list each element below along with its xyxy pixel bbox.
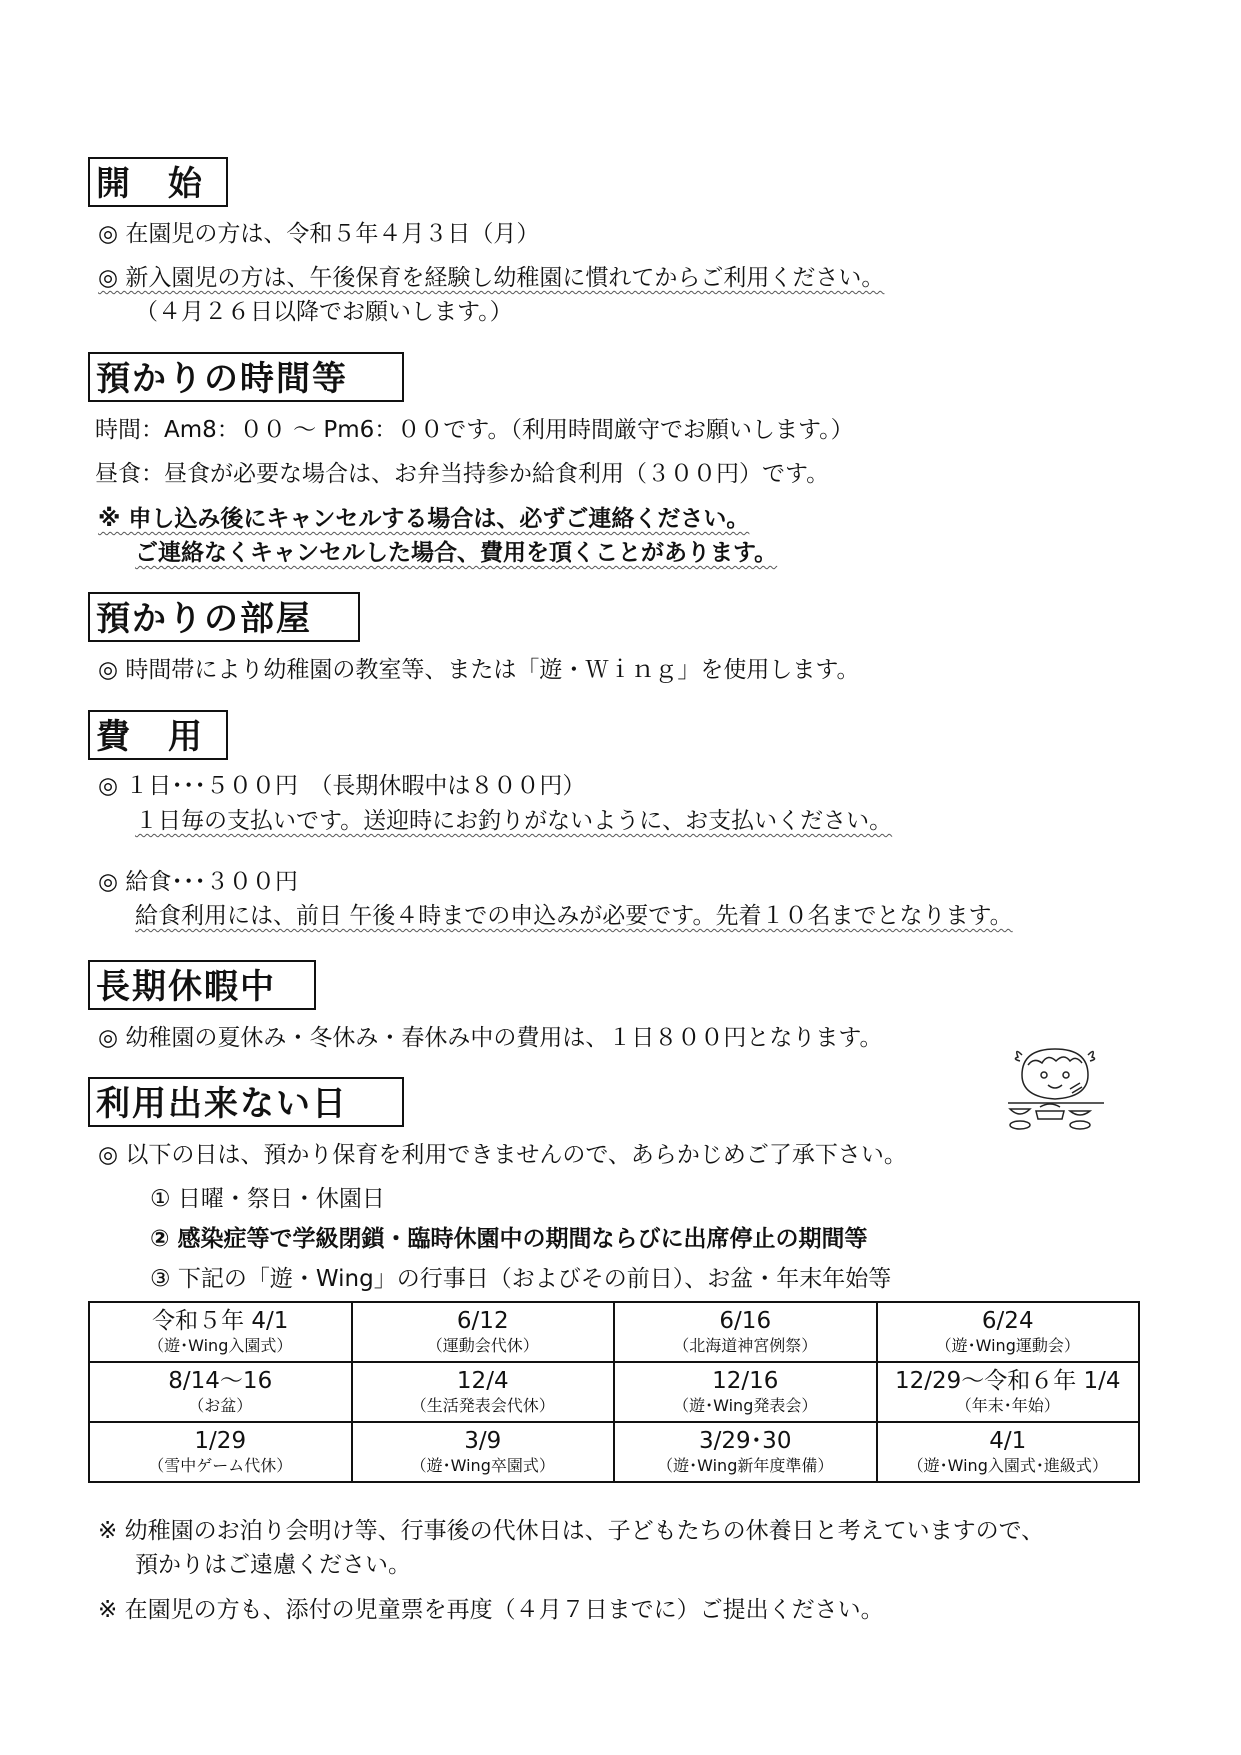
table-cell	[614, 1302, 877, 1362]
heading-cost: 費 用	[88, 710, 228, 760]
footer-note-1a: ※ 幼稚園のお泊り会明け等、行事後の代休日は、子どもたちの休養日と考えていますので、	[98, 1518, 1045, 1544]
closed-item-3: ③ 下記の「遊・Wing」の行事日（およびその前日）、お盆・年末年始等	[150, 1266, 892, 1292]
closed-line-1: ◎ 以下の日は、預かり保育を利用できませんので、あらかじめご了承下さい。	[98, 1142, 907, 1168]
cell-note: （運動会代休）	[426, 1336, 539, 1355]
table-cell	[877, 1362, 1140, 1422]
hours-note-1: ※ 申し込み後にキャンセルする場合は、必ずご連絡ください。	[98, 506, 750, 532]
table-cell	[877, 1422, 1140, 1482]
footer-note-1b: 預かりはご遠慮ください。	[135, 1552, 411, 1578]
cell-date: 令和５年 4/1	[152, 1308, 289, 1334]
table-cell	[614, 1362, 877, 1422]
closed-item-2: ② 感染症等で学級閉鎖・臨時休園中の期間ならびに出席停止の期間等	[150, 1226, 868, 1252]
cell-date: 3/29･30	[699, 1428, 792, 1454]
cell-date: 12/4	[456, 1368, 509, 1394]
heading-hours: 預かりの時間等	[88, 352, 404, 402]
cell-date: 1/29	[194, 1428, 247, 1454]
cell-note: （北海道神宮例祭）	[673, 1336, 818, 1355]
cell-note: （遊･Wing発表会）	[673, 1396, 818, 1415]
table-cell	[89, 1422, 352, 1482]
table-cell	[89, 1362, 352, 1422]
table-cell	[877, 1302, 1140, 1362]
cell-date: 4/1	[989, 1428, 1027, 1454]
table-row	[89, 1302, 1139, 1362]
vacation-line-1: ◎ 幼稚園の夏休み・冬休み・春休み中の費用は、１日８００円となります。	[98, 1025, 883, 1051]
heading-start: 開 始	[88, 157, 228, 207]
hours-note-2: ご連絡なくキャンセルした場合、費用を頂くことがあります。	[135, 540, 778, 566]
table-row	[89, 1422, 1139, 1482]
hours-lunch: 昼食：昼食が必要な場合は、お弁当持参か給食利用（３００円）です。	[95, 461, 830, 487]
cost-line-1: ◎ １日･･･５００円 （長期休暇中は８００円）	[98, 773, 586, 799]
room-line-1: ◎ 時間帯により幼稚園の教室等、または「遊・Ｗｉｎｇ」を使用します。	[98, 657, 860, 683]
start-line-2: ◎ 新入園児の方は、午後保育を経験し幼稚園に慣れてからご利用ください。	[98, 265, 885, 291]
cell-date: 12/29～令和６年 1/4	[894, 1368, 1121, 1394]
table-cell	[89, 1302, 352, 1362]
closed-item-1: ① 日曜・祭日・休園日	[150, 1186, 385, 1212]
cost-line-4: 給食利用には、前日 午後４時までの申込みが必要です。先着１０名までとなります。	[135, 903, 1013, 929]
cell-date: 3/9	[464, 1428, 502, 1454]
cell-date: 6/12	[456, 1308, 509, 1334]
cell-note: （お盆）	[188, 1396, 253, 1415]
cell-note: （遊･Wing卒園式）	[410, 1456, 555, 1475]
cell-note: （雪中ゲーム代休）	[148, 1456, 293, 1475]
table-row	[89, 1362, 1139, 1422]
cell-note: （生活発表会代休）	[410, 1396, 555, 1415]
cell-date: 8/14～16	[168, 1368, 273, 1394]
cell-date: 6/16	[719, 1308, 772, 1334]
table-cell	[352, 1362, 615, 1422]
footer-note-2: ※ 在園児の方も、添付の児童票を再度（４月７日までに）ご提出ください。	[98, 1597, 884, 1623]
heading-room: 預かりの部屋	[88, 592, 360, 642]
child-eating-lunch-icon	[1000, 1045, 1110, 1135]
heading-closed: 利用出来ない日	[88, 1077, 404, 1127]
cell-note: （遊･Wing入園式･進級式）	[907, 1456, 1108, 1475]
cost-line-2: １日毎の支払いです。送迎時にお釣りがないように、お支払いください。	[135, 808, 893, 834]
closed-days-table	[88, 1301, 1140, 1483]
cost-line-3: ◎ 給食･･･３００円	[98, 869, 298, 895]
cell-date: 12/16	[712, 1368, 779, 1394]
cell-note: （遊･Wing入園式）	[148, 1336, 293, 1355]
cell-note: （遊･Wing新年度準備）	[657, 1456, 834, 1475]
table-cell	[352, 1422, 615, 1482]
table-cell	[352, 1302, 615, 1362]
table-cell	[614, 1422, 877, 1482]
cell-date: 6/24	[981, 1308, 1034, 1334]
hours-time: 時間：Am8：００ ～ Pm6：００です。（利用時間厳守でお願いします。）	[95, 417, 854, 443]
start-line-1: ◎ 在園児の方は、令和５年４月３日（月）	[98, 221, 540, 247]
cell-note: （年末･年始）	[955, 1396, 1060, 1415]
start-line-3: （４月２６日以降でお願いします。）	[135, 299, 513, 325]
cell-note: （遊･Wing運動会）	[935, 1336, 1080, 1355]
heading-vacation: 長期休暇中	[88, 960, 316, 1010]
